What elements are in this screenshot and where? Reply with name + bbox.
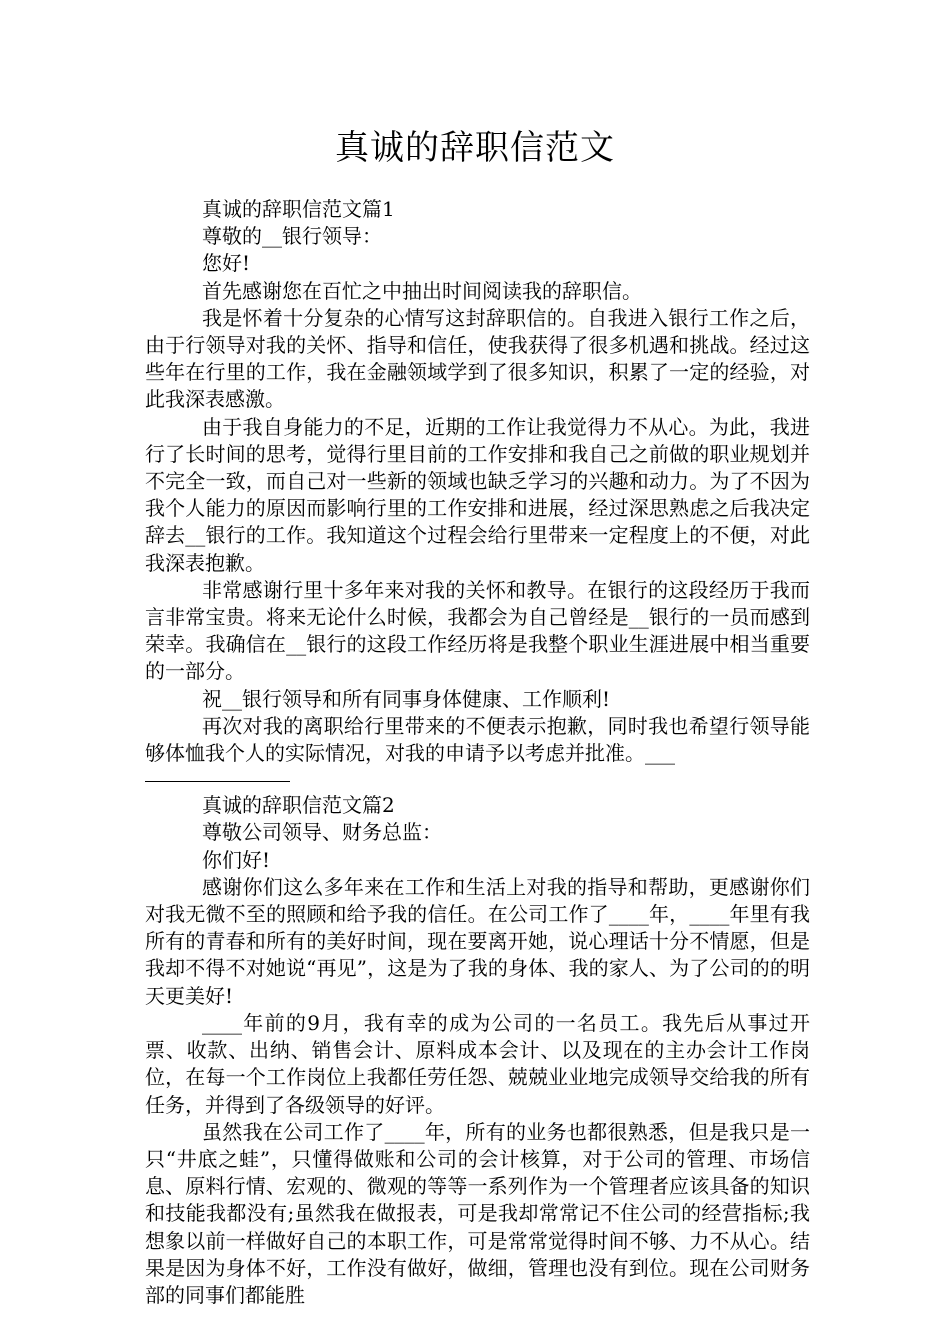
section-1-paragraph: 首先感谢您在百忙之中抽出时间阅读我的辞职信。 [202, 278, 642, 303]
document-body [145, 196, 810, 1309]
section-2-salutation: 尊敬公司领导、财务总监： [202, 820, 442, 845]
section-1-salutation: 尊敬的__银行领导： [202, 224, 382, 249]
section-2-paragraph: 虽然我在公司工作了____年，所有的业务也都很熟悉，但是我只是一只“井底之蛙”，只懂得做账和公司的会计核算，对于公司的管理、市场信息、原料行情、宏观的、微观的等等一系列作为一个管理者应该具备的知识和技能我都没有;虽然我在做报表，可是我却常常记不住公司的经营指标;我想象以前一样做好自己的本职工作，可是常常觉得时间不够、力不从心。结果是因为身体不好，工作没有做好，做细，管理也没有到位。现在公司财务部的同事们都能胜 [145, 1119, 810, 1307]
section-1-paragraph: 祝__银行领导和所有同事身体健康、工作顺利! [202, 686, 611, 711]
section-2-heading: 真诚的辞职信范文篇2 [202, 793, 395, 818]
section-1-heading: 真诚的辞职信范文篇1 [202, 197, 395, 221]
section-2-paragraph: ____年前的9月，我有幸的成为公司的一名员工。我先后从事过开票、收款、出纳、销售会计、原料成本会计、以及现在的主办会计工作岗位，在每一个工作岗位上我都任劳任怨、兢兢业业地完成领导交给我的所有任务，并得到了各级领导的好评。 [145, 1010, 810, 1117]
signature-line [145, 781, 290, 782]
section-1-paragraph: 由于我自身能力的不足，近期的工作让我觉得力不从心。为此，我进行了长时间的思考，觉得行里目前的工作安排和我自己之前做的职业规划并不完全一致，而自己对一些新的领域也缺乏学习的兴趣和动力。为了不因为我个人能力的原因而影响行里的工作安排和进展，经过深思熟虑之后我决定辞去__银行的工作。我知道这个过程会给行里带来一定程度上的不便，对此我深表抱歉。 [145, 414, 810, 575]
section-1-paragraph: 非常感谢行里十多年来对我的关怀和教导。在银行的这段经历于我而言非常宝贵。将来无论什么时候，我都会为自己曾经是__银行的一员而感到荣幸。我确信在__银行的这段工作经历将是我整个职业生涯进展中相当重要的一部分。 [145, 577, 810, 684]
section-1-paragraph: 我是怀着十分复杂的心情写这封辞职信的。自我进入银行工作之后，由于行领导对我的关怀、指导和信任，使我获得了很多机遇和挑战。经过这些年在行里的工作，我在金融领域学到了很多知识，积累了一定的经验，对此我深表感激。 [145, 305, 810, 412]
document-title: 真诚的辞职信范文 [335, 128, 615, 168]
section-2-paragraph: 感谢你们这么多年来在工作和生活上对我的指导和帮助，更感谢你们对我无微不至的照顾和给予我的信任。在公司工作了____年，____年里有我所有的青春和所有的美好时间，现在要离开她，说心理话十分不情愿，但是我却不得不对她说“再见”，这是为了我的身体、我的家人、为了公司的的明天更美好! [145, 874, 810, 1008]
section-1-paragraph: 再次对我的离职给行里带来的不便表示抱歉，同时我也希望行领导能够体恤我个人的实际情况，对我的申请予以考虑并批准。___ [145, 713, 810, 766]
section-2-greeting: 你们好! [202, 847, 271, 872]
section-1-greeting: 您好! [202, 251, 251, 276]
